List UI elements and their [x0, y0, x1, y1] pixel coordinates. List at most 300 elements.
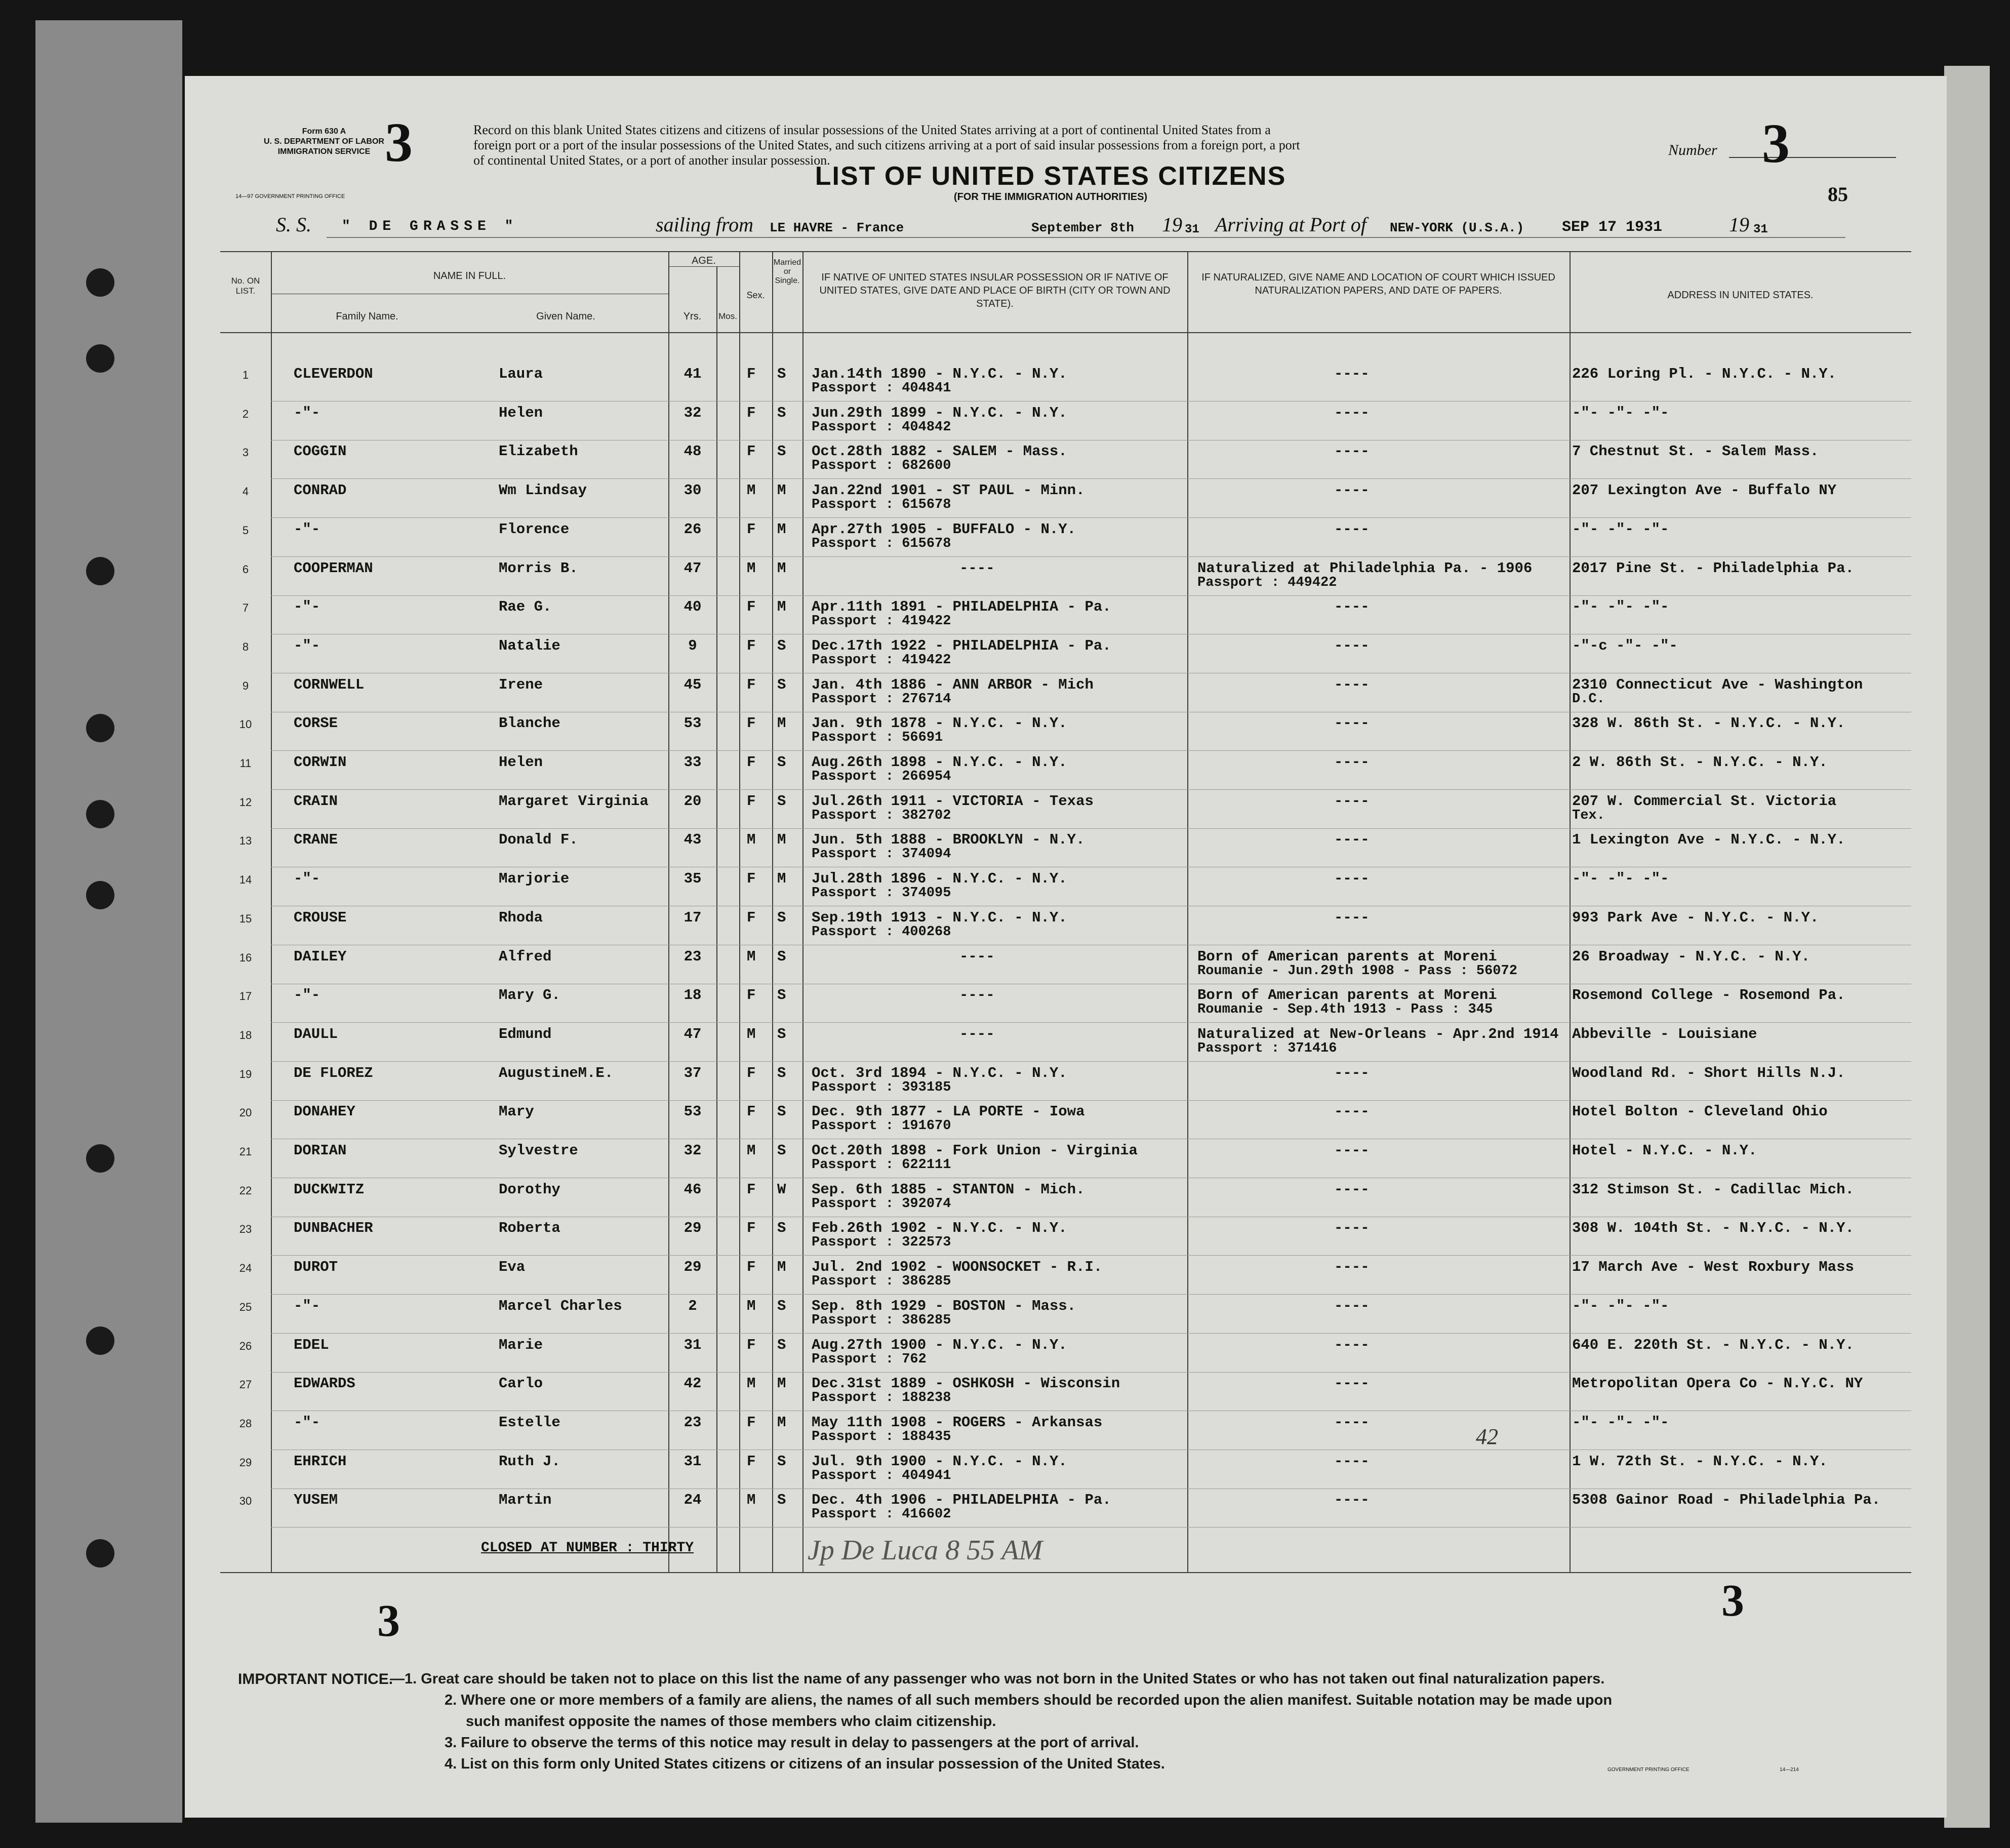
- row-rule: [271, 1022, 1911, 1023]
- family-name: CRAIN: [294, 793, 338, 810]
- marital-status: M: [777, 1375, 786, 1392]
- given-name: Marjorie: [499, 870, 570, 887]
- age-years: 24: [684, 1492, 702, 1508]
- sheet-mark-bottom-left: 3: [377, 1596, 400, 1646]
- address-continuation: Tex.: [1572, 808, 1605, 823]
- form-number: Form 630 A: [302, 127, 346, 136]
- sex: F: [747, 1065, 756, 1081]
- row-number: 5: [242, 524, 249, 537]
- sex: F: [747, 521, 756, 538]
- address: 26 Broadway - N.Y.C. - N.Y.: [1572, 948, 1810, 965]
- family-name: EHRICH: [294, 1453, 347, 1470]
- row-rule: [271, 1061, 1911, 1062]
- arriving-label: Arriving at Port of: [1215, 213, 1366, 236]
- port-from: LE HAVRE - France: [770, 220, 904, 235]
- sex: F: [747, 1414, 756, 1431]
- age-years: 20: [684, 793, 702, 810]
- birth-info: Jun.29th 1899 - N.Y.C. - N.Y.: [812, 405, 1067, 421]
- marital-status: M: [777, 1414, 786, 1431]
- row-number: 18: [239, 1029, 252, 1041]
- given-name: Margaret Virginia: [499, 793, 649, 810]
- family-name: DAULL: [294, 1026, 338, 1042]
- row-number: 26: [239, 1340, 252, 1352]
- family-name: YUSEM: [294, 1492, 338, 1508]
- age-years: 37: [684, 1065, 702, 1081]
- age-years: 32: [684, 1142, 702, 1159]
- marital-status: S: [777, 754, 786, 771]
- notice-item: —1. Great care should be taken not to place on this list the name of any passenger who was not born in the United States or who has not taken out final naturalization papers.: [390, 1671, 1605, 1687]
- age-years: 18: [684, 987, 702, 1003]
- row-number: 4: [242, 485, 249, 498]
- birth-info: Oct. 3rd 1894 - N.Y.C. - N.Y.: [812, 1065, 1067, 1081]
- department-name: U. S. DEPARTMENT OF LABOR: [264, 137, 384, 146]
- row-number: 28: [239, 1417, 252, 1430]
- marital-status: S: [777, 1026, 786, 1042]
- header-naturalized: IF NATURALIZED, GIVE NAME AND LOCATION OF COURT WHICH ISSUED NATURALIZATION PAPERS, AND DATE OF PAPERS.: [1201, 272, 1555, 296]
- address: -"-c -"- -"-: [1572, 637, 1678, 654]
- year-from: 31: [1185, 223, 1199, 236]
- age-years: 31: [684, 1453, 702, 1470]
- naturalization-info: ----: [1334, 1181, 1370, 1198]
- age-years: 43: [684, 831, 702, 848]
- naturalization-info: ----: [1334, 1375, 1370, 1392]
- header-yrs: Yrs.: [683, 311, 702, 322]
- naturalization-info: ----: [1334, 1337, 1370, 1353]
- given-name: Blanche: [499, 715, 560, 732]
- sheet-mark-bottom-right: 3: [1721, 1576, 1744, 1626]
- given-name: Natalie: [499, 637, 560, 654]
- binder-hole: [86, 800, 114, 828]
- ss-label: S. S.: [276, 213, 311, 236]
- address: 1 W. 72th St. - N.Y.C. - N.Y.: [1572, 1453, 1828, 1470]
- given-name: Alfred: [499, 948, 552, 965]
- table-top-border: [220, 251, 1911, 252]
- clerk-signature: Jp De Luca 8 55 AM: [808, 1535, 1042, 1566]
- col-divider: [1187, 251, 1188, 1572]
- given-name: Eva: [499, 1259, 526, 1275]
- table-header-border: [220, 332, 1911, 333]
- naturalization-info: ----: [1334, 1220, 1370, 1236]
- address: Rosemond College - Rosemond Pa.: [1572, 987, 1845, 1003]
- passport-number: Passport : 762: [812, 1352, 927, 1367]
- binder-hole: [86, 881, 114, 909]
- naturalization-info: ----: [1334, 1103, 1370, 1120]
- passport-number: Passport : 416602: [812, 1507, 951, 1522]
- row-number: 17: [239, 990, 252, 1002]
- age-years: 9: [688, 637, 697, 654]
- year-prefix-to: 19: [1729, 213, 1749, 236]
- sex: F: [747, 754, 756, 771]
- naturalization-info: ----: [1334, 1298, 1370, 1314]
- naturalization-info: ----: [1334, 598, 1370, 615]
- marital-status: S: [777, 676, 786, 693]
- form-subtitle: (FOR THE IMMIGRATION AUTHORITIES): [953, 191, 1148, 203]
- birth-info: Jul. 9th 1900 - N.Y.C. - N.Y.: [812, 1453, 1067, 1470]
- marital-status: S: [777, 987, 786, 1003]
- address: -"- -"- -"-: [1572, 405, 1669, 421]
- marital-status: S: [777, 793, 786, 810]
- naturalization-info: Naturalized at Philadelphia Pa. - 1906: [1197, 560, 1533, 577]
- row-number: 11: [239, 757, 252, 770]
- address: 640 E. 220th St. - N.Y.C. - N.Y.: [1572, 1337, 1854, 1353]
- family-name: -"-: [294, 1414, 320, 1431]
- birth-info: Sep. 6th 1885 - STANTON - Mich.: [812, 1181, 1085, 1198]
- family-name: DUCKWITZ: [294, 1181, 365, 1198]
- family-name: CRANE: [294, 831, 338, 848]
- naturalization-info: ----: [1334, 366, 1370, 382]
- age-years: 2: [688, 1298, 697, 1314]
- sex: M: [747, 831, 756, 848]
- family-name: DE FLOREZ: [294, 1065, 373, 1081]
- birth-info: Apr.11th 1891 - PHILADELPHIA - Pa.: [812, 598, 1111, 615]
- table-bottom-border: [220, 1572, 1911, 1573]
- naturalization-info: ----: [1334, 1414, 1370, 1431]
- naturalization-detail: Passport : 449422: [1197, 575, 1337, 590]
- age-years: 41: [684, 366, 702, 382]
- notice-item: 3. Failure to observe the terms of this notice may result in delay to passengers at the port of arrival.: [445, 1735, 1139, 1751]
- marital-status: S: [777, 948, 786, 965]
- address: 207 Lexington Ave - Buffalo NY: [1572, 482, 1837, 499]
- family-name: CORNWELL: [294, 676, 365, 693]
- row-number: 16: [239, 951, 252, 964]
- record-text-line: of continental United States, or a port of another insular possession.: [473, 153, 830, 168]
- family-name: EDEL: [294, 1337, 329, 1353]
- age-years: 40: [684, 598, 702, 615]
- year-prefix-from: 19: [1162, 213, 1182, 236]
- row-rule: [271, 1527, 1911, 1528]
- sex: M: [747, 1375, 756, 1392]
- naturalization-info: ----: [1334, 1453, 1370, 1470]
- row-number: 21: [239, 1145, 252, 1158]
- given-name: Rae G.: [499, 598, 552, 615]
- given-name: Florence: [499, 521, 570, 538]
- row-number: 23: [239, 1223, 252, 1235]
- given-name: AugustineM.E.: [499, 1065, 614, 1081]
- family-name: DAILEY: [294, 948, 347, 965]
- col-divider: [739, 251, 740, 1572]
- binder-hole: [86, 1539, 114, 1568]
- sex: F: [747, 366, 756, 382]
- passport-number: Passport : 188435: [812, 1429, 951, 1444]
- number-value: 3: [1762, 112, 1790, 174]
- binder-hole: [86, 714, 114, 742]
- age-years: 47: [684, 560, 702, 577]
- sex: F: [747, 405, 756, 421]
- sex: F: [747, 1181, 756, 1198]
- passport-number: Passport : 386285: [812, 1313, 951, 1328]
- date-to: SEP 17 1931: [1562, 219, 1663, 236]
- sex: M: [747, 482, 756, 499]
- col-divider: [716, 266, 717, 1572]
- family-name: DUROT: [294, 1259, 338, 1275]
- birth-info: Oct.28th 1882 - SALEM - Mass.: [812, 443, 1067, 460]
- row-number: 9: [242, 679, 249, 692]
- birth-info: Jul. 2nd 1902 - WOONSOCKET - R.I.: [812, 1259, 1103, 1275]
- given-name: Irene: [499, 676, 543, 693]
- col-divider: [802, 251, 803, 1572]
- row-number: 14: [239, 873, 252, 886]
- sex: F: [747, 443, 756, 460]
- birth-info: Feb.26th 1902 - N.Y.C. - N.Y.: [812, 1220, 1067, 1236]
- family-name: CLEVERDON: [294, 366, 373, 382]
- birth-info: Jan. 4th 1886 - ANN ARBOR - Mich: [812, 676, 1094, 693]
- passport-number: Passport : 266954: [812, 769, 951, 784]
- row-number: 20: [239, 1106, 252, 1119]
- age-years: 35: [684, 870, 702, 887]
- given-name: Mary G.: [499, 987, 560, 1003]
- row-rule: [271, 1333, 1911, 1334]
- closed-at-number: CLOSED AT NUMBER : THIRTY: [481, 1540, 694, 1556]
- binder-hole: [86, 557, 114, 585]
- passport-number: Passport : 419422: [812, 653, 951, 668]
- naturalization-info: ----: [1334, 443, 1370, 460]
- row-rule: [271, 595, 1911, 596]
- footer-form-code: 14—214: [1780, 1767, 1799, 1773]
- family-name: DORIAN: [294, 1142, 347, 1159]
- sex: M: [747, 1492, 756, 1508]
- sex: F: [747, 987, 756, 1003]
- family-name: -"-: [294, 870, 320, 887]
- address: 2017 Pine St. - Philadelphia Pa.: [1572, 560, 1854, 577]
- row-rule: [271, 828, 1911, 829]
- birth-info: Dec. 9th 1877 - LA PORTE - Iowa: [812, 1103, 1085, 1120]
- row-number: 24: [239, 1262, 252, 1274]
- naturalization-info: ----: [1334, 715, 1370, 732]
- address: 308 W. 104th St. - N.Y.C. - N.Y.: [1572, 1220, 1854, 1236]
- record-text-line: Record on this blank United States citizens and citizens of insular possessions of the United States arriving at a port of continental United States from a: [473, 123, 1271, 137]
- sex: M: [747, 560, 756, 577]
- printing-office-line: 14—97 GOVERNMENT PRINTING OFFICE: [235, 193, 345, 199]
- naturalization-detail: Roumanie - Jun.29th 1908 - Pass : 56072: [1197, 963, 1517, 979]
- marital-status: S: [777, 1453, 786, 1470]
- marital-status: M: [777, 521, 786, 538]
- passport-number: Passport : 191670: [812, 1118, 951, 1134]
- binder-hole: [86, 344, 114, 373]
- naturalization-info: ----: [1334, 482, 1370, 499]
- naturalization-info: ----: [1334, 1065, 1370, 1081]
- address: Hotel Bolton - Cleveland Ohio: [1572, 1103, 1828, 1120]
- row-number: 6: [242, 563, 249, 576]
- row-number: 12: [239, 796, 252, 809]
- family-name: -"-: [294, 405, 320, 421]
- sex: F: [747, 909, 756, 926]
- passport-number: Passport : 393185: [812, 1080, 951, 1095]
- age-years: 26: [684, 521, 702, 538]
- sex: F: [747, 1220, 756, 1236]
- row-number: 7: [242, 601, 249, 614]
- address: 1 Lexington Ave - N.Y.C. - N.Y.: [1572, 831, 1845, 848]
- marital-status: M: [777, 831, 786, 848]
- form-id-block: [243, 127, 405, 157]
- family-name: COGGIN: [294, 443, 347, 460]
- marital-status: S: [777, 1065, 786, 1081]
- family-name: CROUSE: [294, 909, 347, 926]
- given-name: Helen: [499, 405, 543, 421]
- given-name: Rhoda: [499, 909, 543, 926]
- naturalization-info: ----: [1334, 1259, 1370, 1275]
- binder-strip: [35, 20, 182, 1823]
- sheet-mark-top: 3: [385, 111, 413, 173]
- sex: F: [747, 1103, 756, 1120]
- birth-info: ----: [959, 1026, 995, 1042]
- birth-info: Jun. 5th 1888 - BROOKLYN - N.Y.: [812, 831, 1085, 848]
- family-name: -"-: [294, 598, 320, 615]
- address: Metropolitan Opera Co - N.Y.C. NY: [1572, 1375, 1863, 1392]
- naturalization-info: ----: [1334, 405, 1370, 421]
- sex: F: [747, 793, 756, 810]
- header-address: ADDRESS IN UNITED STATES.: [1667, 290, 1814, 301]
- address: -"- -"- -"-: [1572, 1298, 1669, 1314]
- address: 207 W. Commercial St. Victoria: [1572, 793, 1837, 810]
- given-name: Dorothy: [499, 1181, 560, 1198]
- passport-number: Passport : 615678: [812, 497, 951, 512]
- marital-status: S: [777, 366, 786, 382]
- marital-status: S: [777, 1103, 786, 1120]
- age-years: 46: [684, 1181, 702, 1198]
- address: Abbeville - Louisiane: [1572, 1026, 1757, 1042]
- row-rule: [271, 789, 1911, 790]
- given-name: Wm Lindsay: [499, 482, 587, 499]
- row-number: 27: [239, 1378, 252, 1391]
- number-label: Number: [1668, 142, 1717, 158]
- age-years: 33: [684, 754, 702, 771]
- birth-info: ----: [959, 948, 995, 965]
- address: 226 Loring Pl. - N.Y.C. - N.Y.: [1572, 366, 1837, 382]
- notice-item: 2. Where one or more members of a family are aliens, the names of all such members should be recorded upon the alien manifest. Suitable notation may be made upon: [445, 1692, 1613, 1708]
- header-family-name: Family Name.: [336, 311, 398, 322]
- sex: F: [747, 1453, 756, 1470]
- age-years: 53: [684, 715, 702, 732]
- marital-status: M: [777, 1259, 786, 1275]
- row-rule: [271, 1372, 1911, 1373]
- sex: M: [747, 1026, 756, 1042]
- sex: F: [747, 1337, 756, 1353]
- marital-status: S: [777, 1492, 786, 1508]
- number-rule: [1729, 157, 1896, 158]
- address: -"- -"- -"-: [1572, 870, 1669, 887]
- header-sex: Sex.: [746, 290, 765, 300]
- passport-number: Passport : 404841: [812, 381, 951, 396]
- age-years: 17: [684, 909, 702, 926]
- header-no-on-list: No. ON LIST.: [231, 276, 260, 296]
- given-name: Morris B.: [499, 560, 578, 577]
- header-birth: IF NATIVE OF UNITED STATES INSULAR POSSESSION OR IF NATIVE OF UNITED STATES, GIVE DATE AND PLACE OF BIRTH (CITY OR TOWN AND STATE).: [819, 272, 1171, 309]
- family-name: CONRAD: [294, 482, 347, 499]
- age-years: 53: [684, 1103, 702, 1120]
- marital-status: S: [777, 405, 786, 421]
- given-name: Donald F.: [499, 831, 578, 848]
- row-number: 25: [239, 1301, 252, 1313]
- naturalization-info: ----: [1334, 909, 1370, 926]
- row-number: 29: [239, 1456, 252, 1469]
- binder-hole: [86, 1144, 114, 1173]
- marital-status: S: [777, 443, 786, 460]
- passport-number: Passport : 404941: [812, 1468, 951, 1483]
- marital-status: S: [777, 1298, 786, 1314]
- sailing-label: sailing from: [656, 213, 753, 236]
- passport-number: Passport : 615678: [812, 536, 951, 551]
- col-divider: [772, 251, 773, 1572]
- notice-item: 4. List on this form only United States citizens or citizens of an insular possession of the United States.: [445, 1756, 1165, 1772]
- birth-info: Dec. 4th 1906 - PHILADELPHIA - Pa.: [812, 1492, 1111, 1508]
- address: -"- -"- -"-: [1572, 598, 1669, 615]
- header-given-name: Given Name.: [536, 311, 595, 322]
- birth-info: Aug.26th 1898 - N.Y.C. - N.Y.: [812, 754, 1067, 771]
- marital-status: M: [777, 560, 786, 577]
- birth-info: Dec.31st 1889 - OSHKOSH - Wisconsin: [812, 1375, 1120, 1392]
- notice-item: such manifest opposite the names of those members who claim citizenship.: [466, 1713, 996, 1730]
- naturalization-info: ----: [1334, 831, 1370, 848]
- passport-number: Passport : 404842: [812, 420, 951, 435]
- given-name: Carlo: [499, 1375, 543, 1392]
- age-years: 29: [684, 1259, 702, 1275]
- address: Woodland Rd. - Short Hills N.J.: [1572, 1065, 1845, 1081]
- naturalization-info: ----: [1334, 637, 1370, 654]
- marital-status: M: [777, 482, 786, 499]
- binder-hole: [86, 1327, 114, 1355]
- age-years: 32: [684, 405, 702, 421]
- naturalization-detail: Passport : 371416: [1197, 1041, 1337, 1056]
- passport-number: Passport : 382702: [812, 808, 951, 823]
- passport-number: Passport : 374094: [812, 847, 951, 862]
- passport-number: Passport : 386285: [812, 1274, 951, 1289]
- family-name: CORSE: [294, 715, 338, 732]
- naturalization-info: ----: [1334, 793, 1370, 810]
- birth-info: Aug.27th 1900 - N.Y.C. - N.Y.: [812, 1337, 1067, 1353]
- family-name: -"-: [294, 637, 320, 654]
- family-name: DONAHEY: [294, 1103, 355, 1120]
- family-name: COOPERMAN: [294, 560, 373, 577]
- passport-number: Passport : 622111: [812, 1157, 951, 1173]
- naturalization-info: Born of American parents at Moreni: [1197, 987, 1497, 1003]
- given-name: Edmund: [499, 1026, 552, 1042]
- row-number: 13: [239, 834, 252, 847]
- col-divider: [1570, 251, 1571, 1572]
- given-name: Estelle: [499, 1414, 560, 1431]
- family-name: CORWIN: [294, 754, 347, 771]
- passport-number: Passport : 419422: [812, 614, 951, 629]
- address: 7 Chestnut St. - Salem Mass.: [1572, 443, 1819, 460]
- notice-title: IMPORTANT NOTICE.: [238, 1671, 393, 1688]
- row-number: 3: [242, 446, 249, 459]
- given-name: Ruth J.: [499, 1453, 560, 1470]
- row-number: 2: [242, 408, 249, 420]
- naturalization-info: ----: [1334, 676, 1370, 693]
- address: Hotel - N.Y.C. - N.Y.: [1572, 1142, 1757, 1159]
- age-years: 42: [684, 1375, 702, 1392]
- sex: F: [747, 1259, 756, 1275]
- given-name: Roberta: [499, 1220, 560, 1236]
- marital-status: M: [777, 870, 786, 887]
- passport-number: Passport : 374095: [812, 886, 951, 901]
- address: 312 Stimson St. - Cadillac Mich.: [1572, 1181, 1854, 1198]
- given-name: Elizabeth: [499, 443, 578, 460]
- birth-info: Jan.22nd 1901 - ST PAUL - Minn.: [812, 482, 1085, 499]
- sex: F: [747, 637, 756, 654]
- address: 328 W. 86th St. - N.Y.C. - N.Y.: [1572, 715, 1845, 732]
- row-number: 10: [239, 718, 252, 731]
- given-name: Laura: [499, 366, 543, 382]
- birth-info: Jul.26th 1911 - VICTORIA - Texas: [812, 793, 1094, 810]
- naturalization-info: ----: [1334, 521, 1370, 538]
- birth-info: Oct.20th 1898 - Fork Union - Virginia: [812, 1142, 1138, 1159]
- passport-number: Passport : 392074: [812, 1196, 951, 1212]
- birth-info: ----: [959, 560, 995, 577]
- row-rule: [271, 1294, 1911, 1295]
- marital-status: W: [777, 1181, 786, 1198]
- birth-info: Jan. 9th 1878 - N.Y.C. - N.Y.: [812, 715, 1067, 732]
- address: -"- -"- -"-: [1572, 521, 1669, 538]
